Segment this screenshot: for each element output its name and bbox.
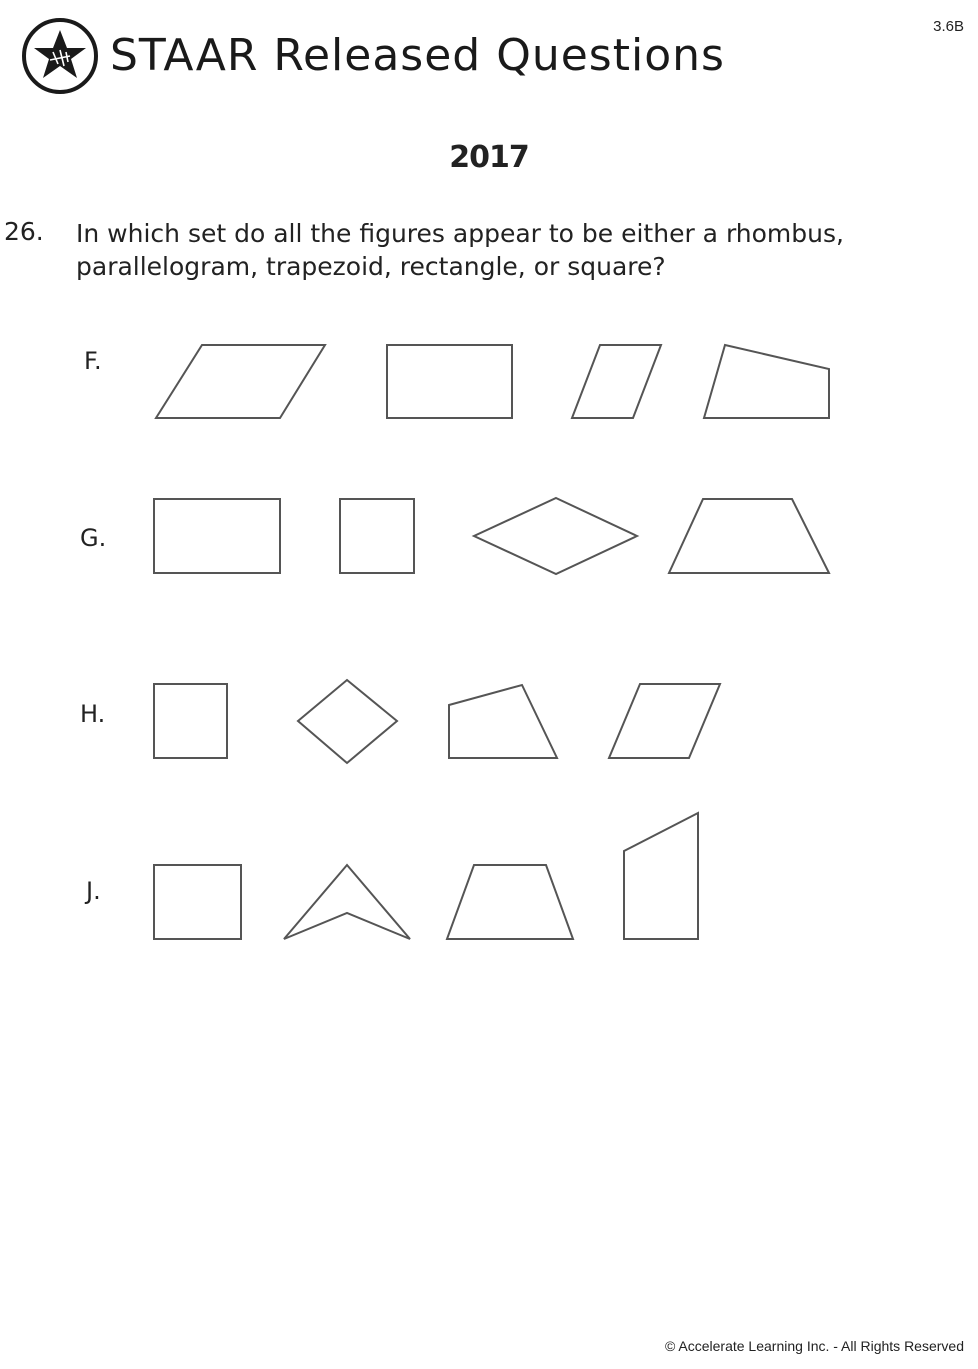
question-number: 26. — [4, 217, 44, 246]
square-shape — [154, 865, 241, 939]
concave-quadrilateral-shape — [284, 865, 410, 939]
question-text: In which set do all the figures appear to be either a rhombus, parallelogram, trapezoid, rectangle, or square? — [76, 219, 844, 281]
rhombus-shape — [474, 498, 637, 574]
copyright-notice: © Accelerate Learning Inc. - All Rights Reserved — [664, 1338, 964, 1354]
option-g-figures — [154, 498, 829, 574]
quadrilateral-shape — [624, 813, 698, 939]
year-heading: 2017 — [449, 140, 529, 175]
rhombus-shape — [298, 680, 397, 763]
square-shape — [154, 684, 227, 758]
option-j-figures — [154, 813, 698, 939]
trapezoid-shape — [669, 499, 829, 573]
quadrilateral-shape — [704, 345, 829, 418]
parallelogram-shape — [609, 684, 720, 758]
quadrilateral-shape — [449, 685, 557, 758]
parallelogram-shape — [156, 345, 325, 418]
square-shape — [340, 499, 414, 573]
option-j-label[interactable]: J. — [86, 877, 101, 905]
option-f-figures — [156, 345, 829, 418]
option-g-label[interactable]: G. — [80, 524, 107, 552]
option-h-figures — [154, 680, 720, 763]
page-title: STAAR Released Questions — [110, 30, 725, 81]
trapezoid-shape — [447, 865, 573, 939]
rectangle-shape — [387, 345, 512, 418]
star-circle-logo-icon — [20, 16, 100, 96]
option-h-label[interactable]: H. — [80, 700, 106, 728]
option-f-label[interactable]: F. — [84, 347, 102, 375]
standard-code: 3.6B — [933, 18, 964, 35]
rectangle-shape — [154, 499, 280, 573]
parallelogram-shape — [572, 345, 661, 418]
